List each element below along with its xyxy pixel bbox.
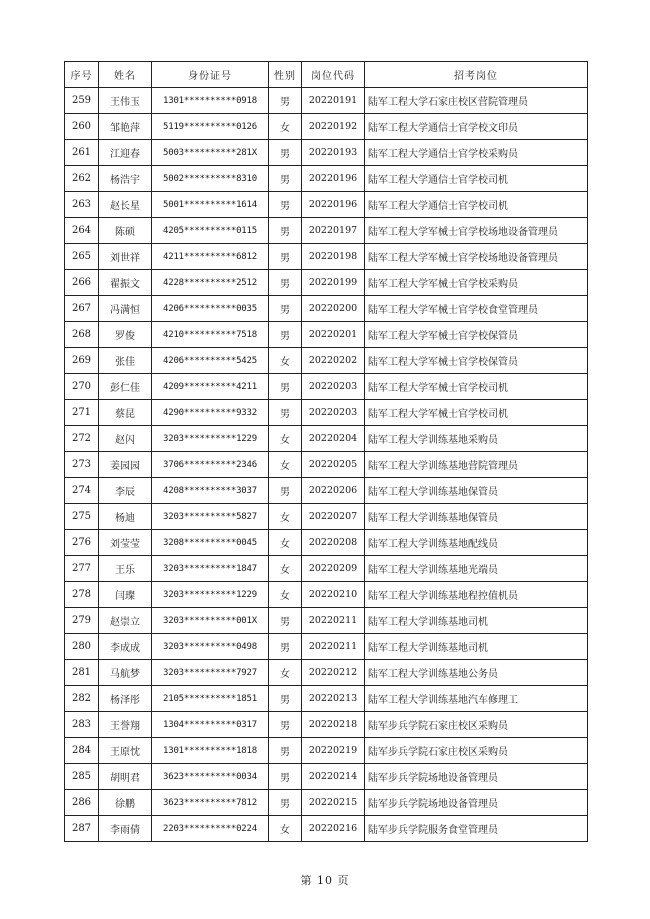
cell-id-number: 3623**********7812 [152, 790, 269, 816]
cell-post-code: 20220198 [302, 244, 365, 270]
cell-post-code: 20220196 [302, 192, 365, 218]
cell-post-code: 20220202 [302, 348, 365, 374]
cell-index: 286 [65, 790, 99, 816]
cell-post-code: 20220208 [302, 530, 365, 556]
cell-gender: 男 [269, 738, 302, 764]
cell-index: 282 [65, 686, 99, 712]
table-row [65, 426, 588, 452]
cell-id-number: 5119**********0126 [152, 114, 269, 140]
cell-gender: 男 [269, 270, 302, 296]
cell-gender: 女 [269, 556, 302, 582]
cell-id-number: 4210**********7518 [152, 322, 269, 348]
cell-name: 赵长星 [99, 192, 152, 218]
cell-post-code: 20220207 [302, 504, 365, 530]
cell-gender: 女 [269, 114, 302, 140]
cell-id-number: 3203**********1229 [152, 426, 269, 452]
cell-id-number: 4205**********0115 [152, 218, 269, 244]
cell-post-code: 20220215 [302, 790, 365, 816]
cell-post: 陆军步兵学院场地设备管理员 [365, 764, 588, 790]
cell-post-code: 20220213 [302, 686, 365, 712]
cell-post-code: 20220196 [302, 166, 365, 192]
table-row [65, 660, 588, 686]
cell-gender: 男 [269, 322, 302, 348]
cell-post-code: 20220216 [302, 816, 365, 842]
cell-id-number: 4206**********0035 [152, 296, 269, 322]
cell-name: 杨迪 [99, 504, 152, 530]
table-row [65, 218, 588, 244]
cell-gender: 男 [269, 88, 302, 114]
cell-name: 刘莹莹 [99, 530, 152, 556]
cell-gender: 女 [269, 816, 302, 842]
table-row [65, 114, 588, 140]
cell-id-number: 4208**********3037 [152, 478, 269, 504]
cell-gender: 男 [269, 192, 302, 218]
cell-gender: 男 [269, 686, 302, 712]
table-row [65, 296, 588, 322]
cell-name: 邹艳萍 [99, 114, 152, 140]
cell-gender: 男 [269, 634, 302, 660]
cell-id-number: 4209**********4211 [152, 374, 269, 400]
cell-id-number: 2203**********0224 [152, 816, 269, 842]
cell-name: 陈硕 [99, 218, 152, 244]
cell-id-number: 1304**********0317 [152, 712, 269, 738]
cell-index: 280 [65, 634, 99, 660]
cell-name: 胡明君 [99, 764, 152, 790]
cell-post: 陆军工程大学训练基地公务员 [365, 660, 588, 686]
cell-post-code: 20220192 [302, 114, 365, 140]
table-row [65, 504, 588, 530]
cell-post: 陆军工程大学训练基地保管员 [365, 478, 588, 504]
cell-index: 277 [65, 556, 99, 582]
cell-post: 陆军工程大学训练基地司机 [365, 634, 588, 660]
cell-post: 陆军工程大学训练基地保管员 [365, 504, 588, 530]
table-row [65, 192, 588, 218]
cell-post: 陆军步兵学院场地设备管理员 [365, 790, 588, 816]
cell-id-number: 4206**********5425 [152, 348, 269, 374]
cell-gender: 男 [269, 296, 302, 322]
cell-post: 陆军工程大学军械士官学校场地设备管理员 [365, 244, 588, 270]
cell-id-number: 3208**********0045 [152, 530, 269, 556]
header-index: 序号 [65, 62, 99, 88]
table-row [65, 686, 588, 712]
cell-post: 陆军工程大学训练基地营院管理员 [365, 452, 588, 478]
cell-name: 王乐 [99, 556, 152, 582]
cell-index: 287 [65, 816, 99, 842]
cell-post: 陆军工程大学通信士官学校司机 [365, 192, 588, 218]
cell-name: 赵崇立 [99, 608, 152, 634]
cell-gender: 男 [269, 140, 302, 166]
cell-id-number: 3203**********0498 [152, 634, 269, 660]
cell-name: 杨泽彤 [99, 686, 152, 712]
table-row [65, 270, 588, 296]
cell-id-number: 1301**********1818 [152, 738, 269, 764]
cell-post: 陆军工程大学通信士官学校文印员 [365, 114, 588, 140]
cell-post: 陆军工程大学军械士官学校司机 [365, 374, 588, 400]
cell-post-code: 20220219 [302, 738, 365, 764]
cell-index: 263 [65, 192, 99, 218]
cell-index: 265 [65, 244, 99, 270]
cell-name: 冯满恒 [99, 296, 152, 322]
cell-post-code: 20220206 [302, 478, 365, 504]
cell-post: 陆军工程大学军械士官学校采购员 [365, 270, 588, 296]
cell-index: 283 [65, 712, 99, 738]
cell-post-code: 20220210 [302, 582, 365, 608]
cell-post-code: 20220218 [302, 712, 365, 738]
cell-name: 李辰 [99, 478, 152, 504]
cell-gender: 男 [269, 400, 302, 426]
cell-id-number: 3623**********0034 [152, 764, 269, 790]
cell-index: 259 [65, 88, 99, 114]
cell-post: 陆军工程大学训练基地采购员 [365, 426, 588, 452]
table-row [65, 244, 588, 270]
cell-post: 陆军步兵学院服务食堂管理员 [365, 816, 588, 842]
cell-post: 陆军工程大学军械士官学校场地设备管理员 [365, 218, 588, 244]
table-row [65, 764, 588, 790]
cell-gender: 男 [269, 712, 302, 738]
header-id-number: 身份证号 [152, 62, 269, 88]
header-gender: 性别 [269, 62, 302, 88]
cell-index: 274 [65, 478, 99, 504]
cell-post-code: 20220197 [302, 218, 365, 244]
table-row [65, 530, 588, 556]
cell-post: 陆军工程大学训练基地司机 [365, 608, 588, 634]
cell-index: 275 [65, 504, 99, 530]
cell-name: 江迎春 [99, 140, 152, 166]
cell-id-number: 5003**********281X [152, 140, 269, 166]
cell-id-number: 3203**********5827 [152, 504, 269, 530]
cell-index: 260 [65, 114, 99, 140]
cell-post-code: 20220201 [302, 322, 365, 348]
cell-gender: 男 [269, 790, 302, 816]
cell-id-number: 5001**********1614 [152, 192, 269, 218]
cell-gender: 女 [269, 660, 302, 686]
table-row [65, 166, 588, 192]
cell-post-code: 20220200 [302, 296, 365, 322]
cell-id-number: 3203**********1847 [152, 556, 269, 582]
cell-id-number: 4228**********2512 [152, 270, 269, 296]
table-row [65, 348, 588, 374]
cell-post-code: 20220203 [302, 400, 365, 426]
cell-post-code: 20220203 [302, 374, 365, 400]
cell-index: 261 [65, 140, 99, 166]
cell-gender: 女 [269, 582, 302, 608]
cell-post: 陆军工程大学石家庄校区营院管理员 [365, 88, 588, 114]
cell-post-code: 20220214 [302, 764, 365, 790]
cell-post: 陆军工程大学军械士官学校保管员 [365, 348, 588, 374]
cell-index: 273 [65, 452, 99, 478]
cell-gender: 男 [269, 478, 302, 504]
cell-name: 王伟玉 [99, 88, 152, 114]
cell-index: 267 [65, 296, 99, 322]
table-row [65, 582, 588, 608]
cell-index: 270 [65, 374, 99, 400]
cell-id-number: 3706**********2346 [152, 452, 269, 478]
cell-post: 陆军工程大学通信士官学校采购员 [365, 140, 588, 166]
cell-name: 闫璨 [99, 582, 152, 608]
cell-name: 刘世祥 [99, 244, 152, 270]
cell-post: 陆军步兵学院石家庄校区采购员 [365, 738, 588, 764]
cell-index: 266 [65, 270, 99, 296]
cell-name: 罗俊 [99, 322, 152, 348]
cell-name: 王誉翔 [99, 712, 152, 738]
table-row [65, 816, 588, 842]
cell-index: 281 [65, 660, 99, 686]
cell-name: 徐鹏 [99, 790, 152, 816]
cell-index: 279 [65, 608, 99, 634]
cell-index: 278 [65, 582, 99, 608]
table-row [65, 88, 588, 114]
table-row [65, 738, 588, 764]
cell-name: 李雨倩 [99, 816, 152, 842]
page-number: 第 10 页 [300, 874, 350, 887]
cell-post-code: 20220212 [302, 660, 365, 686]
cell-post: 陆军工程大学军械士官学校保管员 [365, 322, 588, 348]
table-row [65, 556, 588, 582]
cell-post: 陆军工程大学训练基地配线员 [365, 530, 588, 556]
table-row [65, 140, 588, 166]
cell-post: 陆军工程大学训练基地光端员 [365, 556, 588, 582]
table-row [65, 790, 588, 816]
table-row [65, 322, 588, 348]
cell-post-code: 20220211 [302, 634, 365, 660]
header-post-code: 岗位代码 [302, 62, 365, 88]
table-row [65, 634, 588, 660]
cell-id-number: 3203**********001X [152, 608, 269, 634]
cell-id-number: 4290**********9332 [152, 400, 269, 426]
cell-gender: 女 [269, 452, 302, 478]
cell-index: 271 [65, 400, 99, 426]
cell-post: 陆军工程大学训练基地程控值机员 [365, 582, 588, 608]
cell-gender: 女 [269, 348, 302, 374]
cell-post-code: 20220199 [302, 270, 365, 296]
cell-index: 264 [65, 218, 99, 244]
cell-gender: 男 [269, 374, 302, 400]
cell-post: 陆军工程大学军械士官学校司机 [365, 400, 588, 426]
cell-id-number: 4211**********6812 [152, 244, 269, 270]
cell-post-code: 20220193 [302, 140, 365, 166]
cell-gender: 男 [269, 764, 302, 790]
cell-post-code: 20220211 [302, 608, 365, 634]
header-name: 姓名 [99, 62, 152, 88]
cell-index: 262 [65, 166, 99, 192]
cell-post: 陆军工程大学通信士官学校司机 [365, 166, 588, 192]
table-row [65, 374, 588, 400]
cell-name: 赵闪 [99, 426, 152, 452]
candidate-table [64, 61, 588, 842]
cell-id-number: 3203**********7927 [152, 660, 269, 686]
cell-gender: 男 [269, 218, 302, 244]
cell-post: 陆军步兵学院石家庄校区采购员 [365, 712, 588, 738]
cell-id-number: 1301**********0918 [152, 88, 269, 114]
cell-index: 276 [65, 530, 99, 556]
cell-post-code: 20220209 [302, 556, 365, 582]
cell-index: 272 [65, 426, 99, 452]
cell-name: 李成成 [99, 634, 152, 660]
cell-post: 陆军工程大学军械士官学校食堂管理员 [365, 296, 588, 322]
table-row [65, 608, 588, 634]
cell-post-code: 20220204 [302, 426, 365, 452]
cell-gender: 男 [269, 244, 302, 270]
table-row [65, 478, 588, 504]
cell-gender: 男 [269, 166, 302, 192]
cell-post-code: 20220191 [302, 88, 365, 114]
cell-id-number: 2105**********1851 [152, 686, 269, 712]
cell-name: 王原忱 [99, 738, 152, 764]
cell-gender: 女 [269, 426, 302, 452]
cell-name: 彭仁佳 [99, 374, 152, 400]
table-row [65, 452, 588, 478]
cell-name: 张佳 [99, 348, 152, 374]
cell-index: 268 [65, 322, 99, 348]
cell-name: 翟振文 [99, 270, 152, 296]
cell-index: 269 [65, 348, 99, 374]
cell-gender: 女 [269, 530, 302, 556]
cell-name: 蔡昆 [99, 400, 152, 426]
cell-id-number: 5002**********8310 [152, 166, 269, 192]
cell-name: 马航梦 [99, 660, 152, 686]
cell-name: 杨浩宇 [99, 166, 152, 192]
table-row [65, 712, 588, 738]
table-row [65, 400, 588, 426]
cell-index: 285 [65, 764, 99, 790]
header-post: 招考岗位 [365, 62, 588, 88]
cell-gender: 女 [269, 504, 302, 530]
cell-gender: 男 [269, 608, 302, 634]
cell-index: 284 [65, 738, 99, 764]
table-header-row [65, 62, 588, 88]
cell-post: 陆军工程大学训练基地汽车修理工 [365, 686, 588, 712]
cell-post-code: 20220205 [302, 452, 365, 478]
cell-id-number: 3203**********1229 [152, 582, 269, 608]
cell-name: 姜园园 [99, 452, 152, 478]
